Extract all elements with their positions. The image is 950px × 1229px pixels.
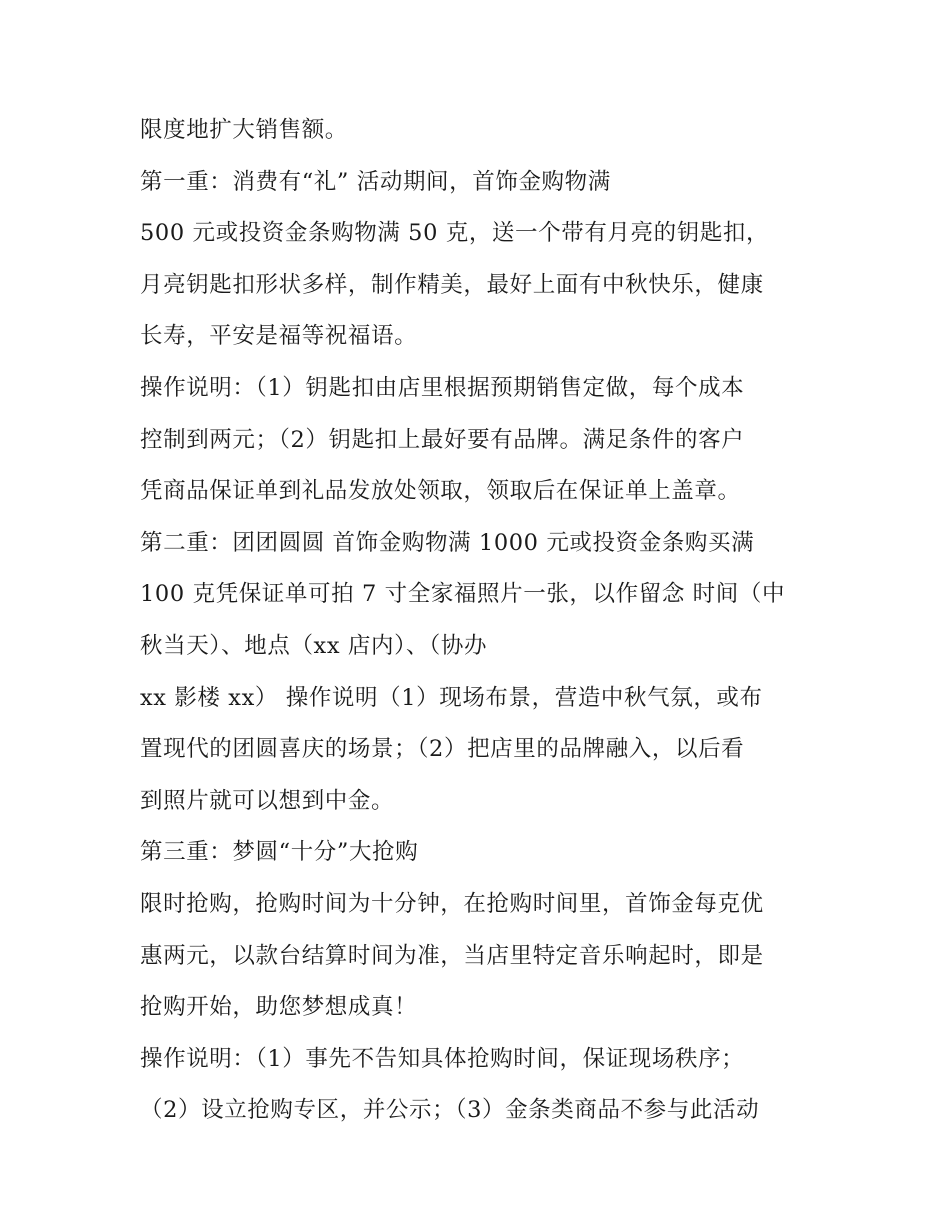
- text-line: 置现代的团圆喜庆的场景；（2）把店里的品牌融入，以后看: [140, 736, 745, 763]
- text-line: 抢购开始，助您梦想成真！: [140, 994, 418, 1021]
- text-line: 第二重：团团圆圆 首饰金购物满 1000 元或投资金条购买满: [140, 529, 755, 556]
- text-line: xx 影楼 xx） 操作说明（1）现场布景，营造中秋气氛，或布: [140, 684, 763, 711]
- text-line: 第一重：消费有“礼” 活动期间，首饰金购物满: [140, 168, 611, 195]
- text-line: 长寿，平安是福等祝福语。: [140, 323, 418, 350]
- text-line: 限度地扩大销售额。: [140, 117, 348, 143]
- text-line: 操作说明：（1）事先不告知具体抢购时间，保证现场秩序；: [140, 1045, 745, 1072]
- text-line: 500 元或投资金条购物满 50 克，送一个带有月亮的钥匙扣，: [140, 220, 770, 247]
- text-line: 第三重：梦圆“十分”大抢购: [140, 839, 419, 866]
- text-line: 100 克凭保证单可拍 7 寸全家福照片一张，以作留念 时间（中: [140, 581, 786, 608]
- text-line: 控制到两元；（2）钥匙扣上最好要有品牌。满足条件的客户: [140, 426, 745, 453]
- text-line: 到照片就可以想到中金。: [140, 787, 395, 814]
- text-line: 月亮钥匙扣形状多样，制作精美，最好上面有中秋快乐，健康: [140, 271, 764, 298]
- text-line: 惠两元，以款台结算时间为准，当店里特定音乐响起时，即是: [140, 942, 764, 969]
- text-line: 凭商品保证单到礼品发放处领取，领取后在保证单上盖章。: [140, 478, 741, 505]
- text-line: 限时抢购，抢购时间为十分钟，在抢购时间里，首饰金每克优: [140, 890, 764, 917]
- text-line: 操作说明：（1）钥匙扣由店里根据预期销售定做，每个成本: [140, 374, 745, 401]
- text-line: （2）设立抢购专区，并公示；（3）金条类商品不参与此活动: [140, 1097, 760, 1124]
- text-line: 秋当天）、地点（xx 店内）、（协办: [140, 632, 488, 659]
- document-body: [140, 108, 820, 1140]
